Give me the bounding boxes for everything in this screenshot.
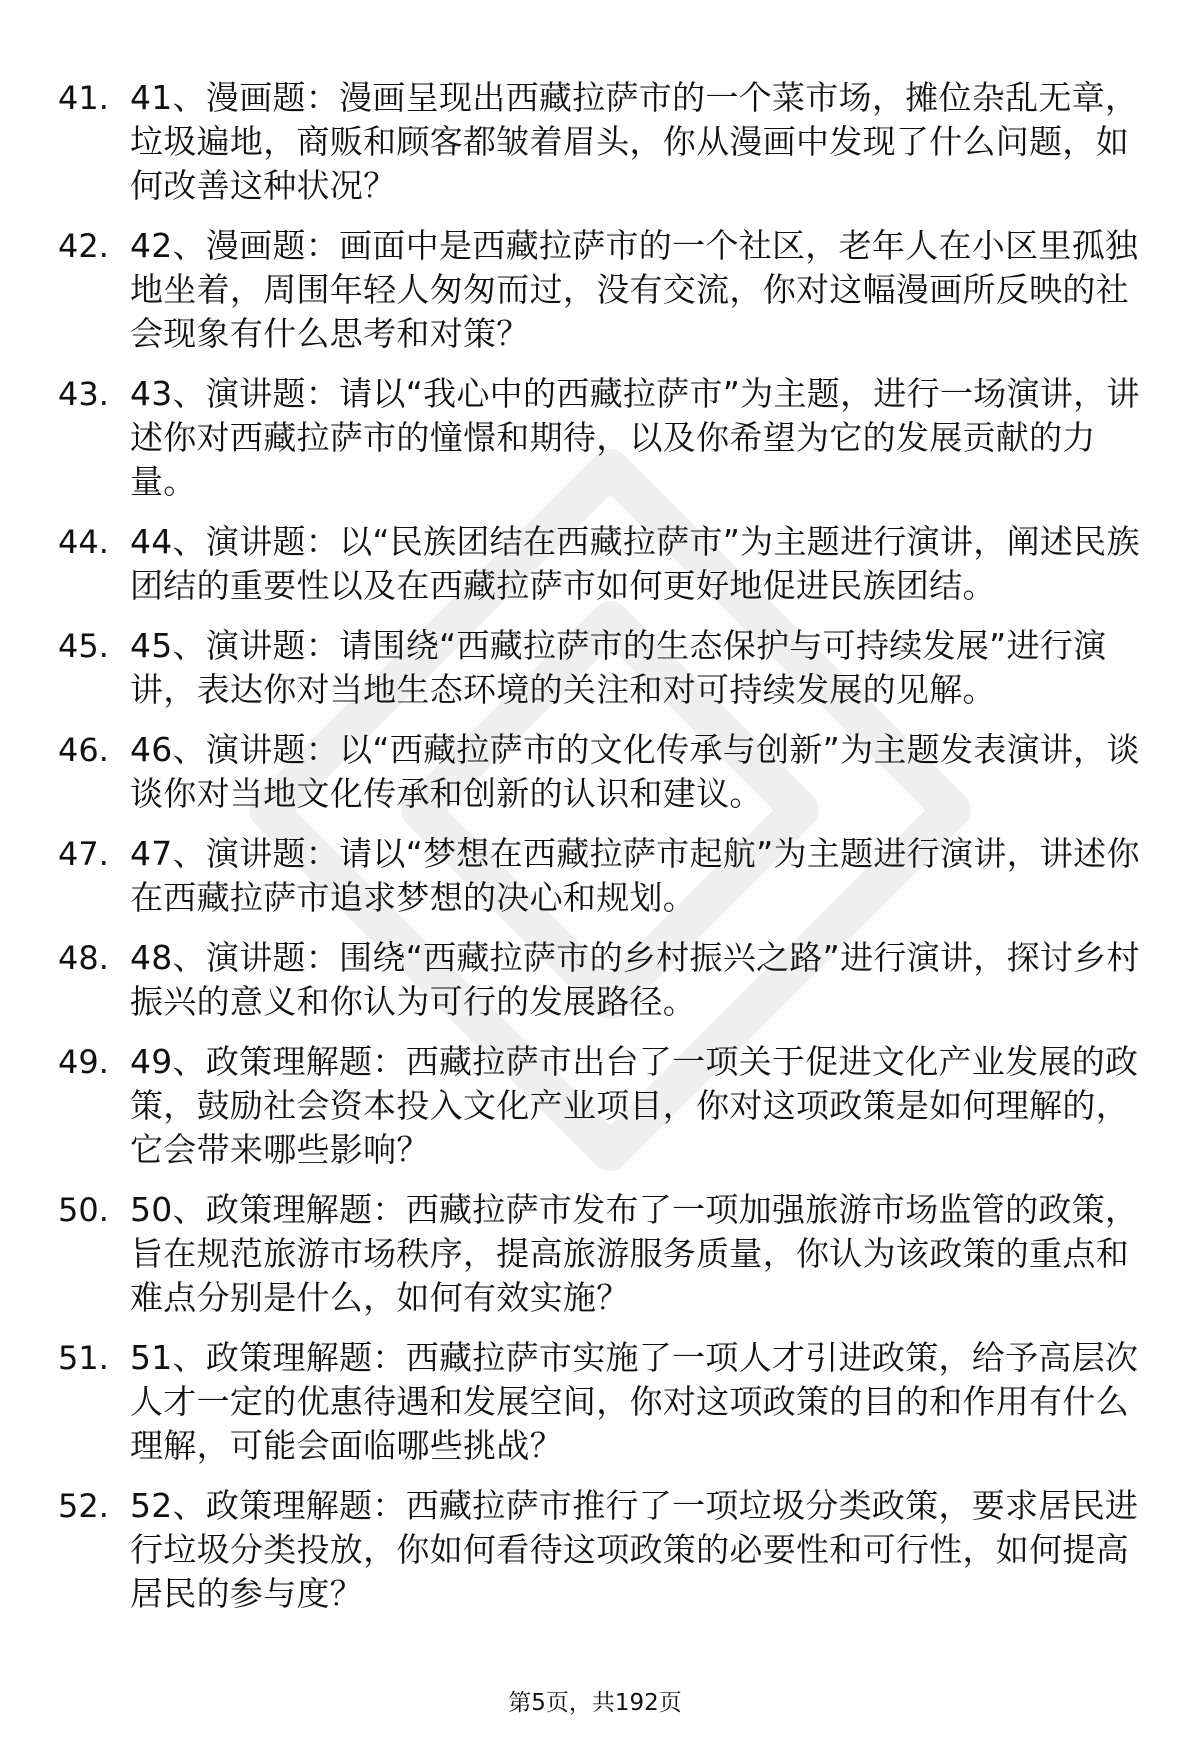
question-item	[58, 936, 1148, 1024]
question-item	[58, 1188, 1148, 1320]
question-text: 43、演讲题：请以“我心中的西藏拉萨市”为主题，进行一场演讲，讲述你对西藏拉萨市的憧憬和期待，以及你希望为它的发展贡献的力量。	[130, 374, 1140, 501]
question-text: 41、漫画题：漫画呈现出西藏拉萨市的一个菜市场，摊位杂乱无章，垃圾遍地，商贩和顾客都皱着眉头，你从漫画中发现了什么问题，如何改善这种状况？	[130, 78, 1139, 205]
question-text: 50、政策理解题：西藏拉萨市发布了一项加强旅游市场监管的政策，旨在规范旅游市场秩序，提高旅游服务质量，你认为该政策的重点和难点分别是什么，如何有效实施？	[130, 1190, 1139, 1317]
question-number: 52.	[58, 1487, 109, 1525]
question-text: 44、演讲题：以“民族团结在西藏拉萨市”为主题进行演讲，阐述民族团结的重要性以及在西藏拉萨市如何更好地促进民族团结。	[130, 522, 1140, 605]
question-text: 52、政策理解题：西藏拉萨市推行了一项垃圾分类政策，要求居民进行垃圾分类投放，你如何看待这项政策的必要性和可行性，如何提高居民的参与度？	[130, 1486, 1139, 1613]
question-number: 48.	[58, 939, 109, 977]
question-number: 47.	[58, 835, 109, 873]
question-item	[58, 1040, 1148, 1172]
question-text: 49、政策理解题：西藏拉萨市出台了一项关于促进文化产业发展的政策，鼓励社会资本投入文化产业项目，你对这项政策是如何理解的，它会带来哪些影响？	[130, 1042, 1139, 1169]
question-item	[58, 372, 1148, 504]
question-number: 42.	[58, 227, 109, 265]
question-item	[58, 224, 1148, 356]
question-text: 51、政策理解题：西藏拉萨市实施了一项人才引进政策，给予高层次人才一定的优惠待遇和发展空间，你对这项政策的目的和作用有什么理解，可能会面临哪些挑战？	[130, 1338, 1139, 1465]
question-text: 48、演讲题：围绕“西藏拉萨市的乡村振兴之路”进行演讲，探讨乡村振兴的意义和你认为可行的发展路径。	[130, 938, 1140, 1021]
page-footer: 第5页，共192页	[508, 1690, 682, 1716]
question-number: 44.	[58, 523, 109, 561]
question-item	[58, 728, 1148, 816]
question-item	[58, 624, 1148, 712]
question-text: 42、漫画题：画面中是西藏拉萨市的一个社区，老年人在小区里孤独地坐着，周围年轻人匆匆而过，没有交流，你对这幅漫画所反映的社会现象有什么思考和对策？	[130, 226, 1139, 353]
question-number: 46.	[58, 731, 109, 769]
question-item	[58, 832, 1148, 920]
question-item	[58, 76, 1148, 208]
question-item	[58, 1336, 1148, 1468]
question-number: 41.	[58, 79, 109, 117]
question-number: 49.	[58, 1043, 109, 1081]
question-number: 43.	[58, 375, 109, 413]
question-number: 51.	[58, 1339, 109, 1377]
question-text: 45、演讲题：请围绕“西藏拉萨市的生态保护与可持续发展”进行演讲，表达你对当地生态环境的关注和对可持续发展的见解。	[130, 626, 1107, 709]
question-number: 50.	[58, 1191, 109, 1229]
question-number: 45.	[58, 627, 109, 665]
question-text: 47、演讲题：请以“梦想在西藏拉萨市起航”为主题进行演讲，讲述你在西藏拉萨市追求梦想的决心和规划。	[130, 834, 1140, 917]
question-text: 46、演讲题：以“西藏拉萨市的文化传承与创新”为主题发表演讲，谈谈你对当地文化传承和创新的认识和建议。	[130, 730, 1140, 813]
question-list	[58, 76, 1148, 1632]
question-item	[58, 1484, 1148, 1616]
question-item	[58, 520, 1148, 608]
